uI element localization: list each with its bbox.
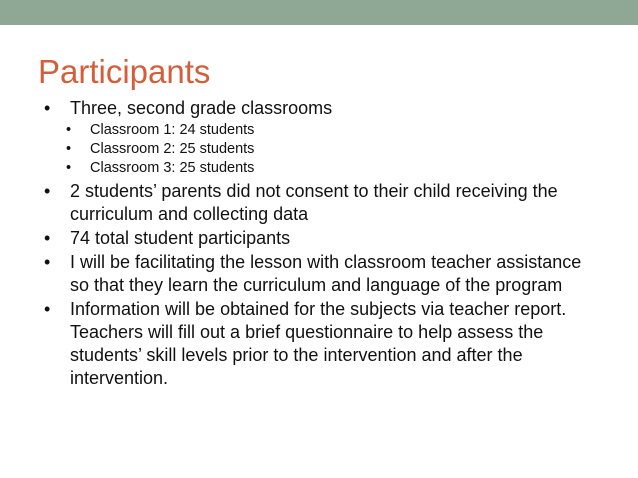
bullet-consent: • 2 students’ parents did not consent to their child receiving the curriculum and collecting data xyxy=(44,180,604,226)
sub-bullet-classroom-3: • Classroom 3: 25 students xyxy=(66,159,604,178)
slide-title: Participants xyxy=(38,53,211,90)
bullet-facilitation: • I will be facilitating the lesson with classroom teacher assistance so that they learn the curriculum and language of the program xyxy=(44,251,604,297)
bullet-list xyxy=(44,97,604,391)
sub-bullet-classroom-2: • Classroom 2: 25 students xyxy=(66,140,604,159)
bullet-total-participants: • 74 total student participants xyxy=(44,227,604,250)
bullet-information: • Information will be obtained for the subjects via teacher report. Teachers will fill out a brief questionnaire to help assess the students’ skill levels prior to the intervention and after the intervention. xyxy=(44,298,604,390)
bullet-classrooms: • Three, second grade classrooms xyxy=(44,97,604,120)
sub-bullet-classroom-1: • Classroom 1: 24 students xyxy=(66,121,604,140)
top-accent-bar xyxy=(0,0,638,25)
